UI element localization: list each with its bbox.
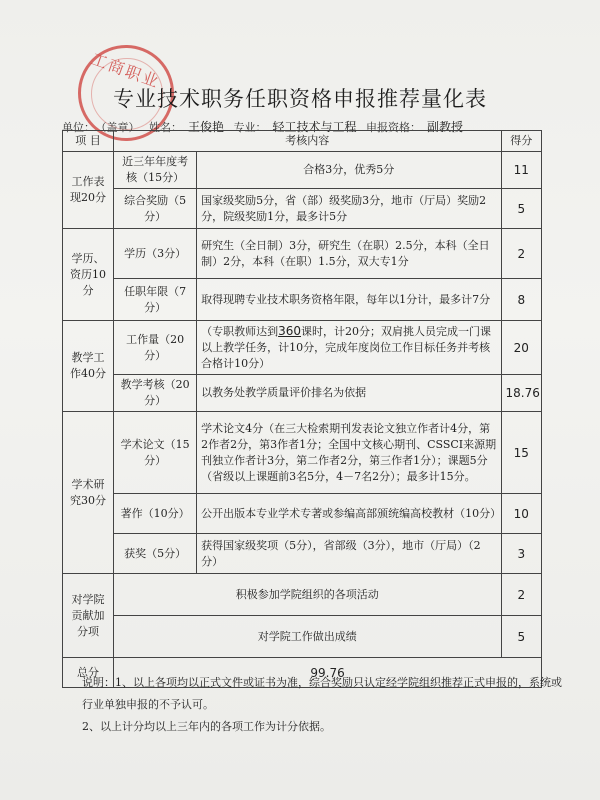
header-item: 项 目	[63, 131, 114, 152]
category-cell: 工作表现20分	[63, 152, 114, 229]
table-row	[63, 152, 542, 189]
score-cell: 2	[501, 229, 541, 279]
handwritten-hours: 360	[278, 324, 301, 338]
subitem-cell: 学术论文（15分）	[114, 412, 197, 494]
content-cell	[197, 321, 501, 375]
quantification-table	[62, 130, 542, 688]
name-value: 王俊艳	[188, 120, 225, 134]
major-label: 专业：	[233, 121, 267, 134]
content-cell: 公开出版本专业学术专著或参编高部颁统编高校教材（10分）	[197, 494, 501, 534]
table-row	[63, 375, 542, 412]
score-cell: 11	[501, 152, 541, 189]
total-value: 99.76	[114, 658, 542, 688]
unit-label: 单位：	[62, 121, 95, 134]
subitem-cell: 著作（10分）	[114, 494, 197, 534]
table-row	[63, 279, 542, 321]
score-cell: 2	[501, 574, 541, 616]
content-cell: 取得现聘专业技术职务资格年限，每年以1分计，最多计7分	[197, 279, 501, 321]
table-row	[63, 229, 542, 279]
subitem-cell: 获奖（5分）	[114, 534, 197, 574]
score-cell: 18.76	[501, 375, 541, 412]
table-header-row	[63, 131, 542, 152]
content-cell: 获得国家级奖项（5分），省部级（3分），地市（厅局）（2分）	[197, 534, 501, 574]
table-row	[63, 189, 542, 229]
score-cell: 5	[501, 616, 541, 658]
score-cell: 15	[501, 412, 541, 494]
content-cell: 积极参加学院组织的各项活动	[114, 574, 501, 616]
content-cell: 合格3分，优秀5分	[197, 152, 501, 189]
subitem-cell: 教学考核（20分）	[114, 375, 197, 412]
score-cell: 5	[501, 189, 541, 229]
table-row	[63, 412, 542, 494]
name-label: 姓名：	[149, 121, 182, 134]
content-cell: 研究生（全日制）3分，研究生（在职）2.5分，本科（全日制）2分，本科（在职）1.5分，双大专1分	[197, 229, 501, 279]
note-2: 2、以上计分均以上三年内的各项工作为计分依据。	[82, 720, 331, 733]
qualification-label: 申报资格：	[366, 121, 422, 134]
score-cell: 8	[501, 279, 541, 321]
table-row	[63, 534, 542, 574]
unit-value: （盖章）	[101, 121, 140, 134]
note-1: 说明：1、以上各项均以正式文件或证书为准，综合奖励只认定经学院组织推荐正式申报的，系统或行业单独申报的不予认可。	[82, 676, 562, 711]
subitem-cell: 工作量（20分）	[114, 321, 197, 375]
category-cell: 教学工作40分	[63, 321, 114, 412]
score-cell: 3	[501, 534, 541, 574]
header-score: 得分	[501, 131, 541, 152]
content-cell: 学术论文4分（在三大检索期刊发表论文独立作者计4分，第2作者2分，第3作者1分；全国中文核心期刊、CSSCI来源期刊独立作者计3分，第二作者2分，第三作者1分）；课题5分（省级以上课题前3名5分，4－7名2分）；最多计15分。	[197, 412, 501, 494]
content-text-pre: （专职教师达到	[201, 325, 279, 338]
notes-section	[82, 672, 562, 738]
subitem-cell: 近三年年度考核（15分）	[114, 152, 197, 189]
subitem-cell: 任职年限（7分）	[114, 279, 197, 321]
category-cell: 学术研究30分	[63, 412, 114, 574]
header-content: 考核内容	[114, 131, 501, 152]
subitem-cell: 学历（3分）	[114, 229, 197, 279]
table-row	[63, 616, 542, 658]
form-title: 专业技术职务任职资格申报推荐量化表	[113, 87, 487, 111]
seal-text: 工商职业	[88, 49, 163, 92]
major-value: 轻工技术与工程	[272, 120, 357, 134]
content-cell: 国家级奖励5分，省（部）级奖励3分，地市（厅局）奖励2分，院级奖励1分，最多计5分	[197, 189, 501, 229]
subitem-cell: 综合奖励（5分）	[114, 189, 197, 229]
content-cell: 以教务处教学质量评价排名为依据	[197, 375, 501, 412]
table-row	[63, 574, 542, 616]
total-label: 总分	[63, 658, 114, 688]
qualification-value: 副教授	[427, 120, 464, 134]
score-cell: 20	[501, 321, 541, 375]
category-cell: 对学院贡献加分项	[63, 574, 114, 658]
content-cell: 对学院工作做出成绩	[114, 616, 501, 658]
category-cell: 学历、资历10分	[63, 229, 114, 321]
content-text-post: 课时，计20分；双肩挑人员完成一门课以上教学任务，计10分，完成年度岗位工作目标任务并考核合格计10分）	[201, 325, 491, 370]
table-row	[63, 494, 542, 534]
table-row	[63, 321, 542, 375]
score-cell: 10	[501, 494, 541, 534]
